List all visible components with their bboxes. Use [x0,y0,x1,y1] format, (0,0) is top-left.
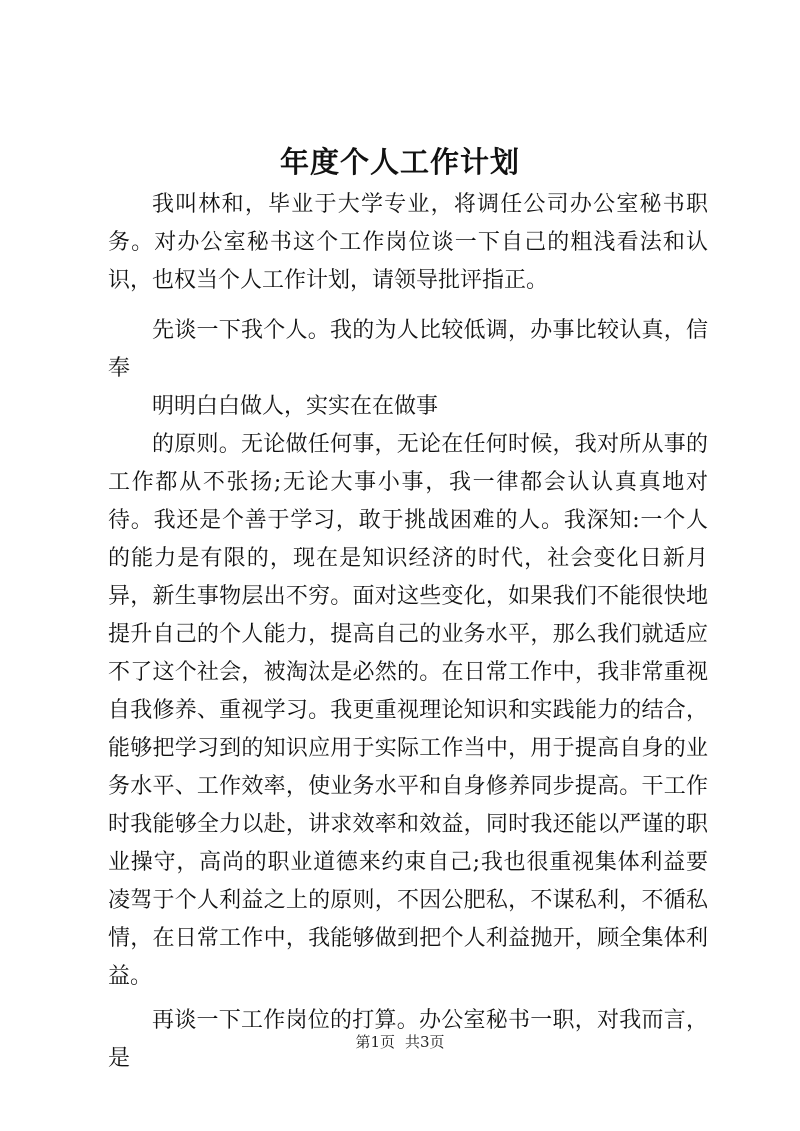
paragraph-principles: 的原则。无论做任何事，无论在任何时候，我对所从事的工作都从不张扬;无论大事小事，我一律都会认认真真地对待。我还是个善于学习，敢于挑战困难的人。我深知:一个人的能力是有限的，现在是知识经济的时代，社会变化日新月异，新生事物层出不穷。面对这些变化，如果我们不能很快地提升自己的个人能力，提高自己的业务水平，那么我们就适应不了这个社会，被淘汰是必然的。在日常工作中，我非常重视自我修养、重视学习。我更重视理论知识和实践能力的结合，能够把学习到的知识应用于实际工作当中，用于提高自身的业务水平、工作效率，使业务水平和自身修养同步提高。干工作时我能够全力以赴，讲求效率和效益，同时我还能以严谨的职业操守，高尚的职业道德来约束自己;我也很重视集体利益要凌驾于个人利益之上的原则，不因公肥私，不谋私利，不循私情，在日常工作中，我能够做到把个人利益抛开，顾全集体利益。 [108,432,708,989]
page-number: 第1页 [355,1033,395,1051]
document-body [108,186,708,1078]
paragraph-motto: 明明白白做人，实实在在做事 [152,394,439,419]
page-footer [0,1032,800,1052]
paragraph-personal: 先谈一下我个人。我的为人比较低调，办事比较认真，信奉 [108,318,708,381]
document-title: 年度个人工作计划 [279,145,520,179]
paragraph-intro: 我叫林和，毕业于大学专业，将调任公司办公室秘书职务。对办公室秘书这个工作岗位谈一下自己的粗浅看法和认识，也权当个人工作计划，请领导批评指正。 [108,192,708,293]
paragraph-position: 再谈一下工作岗位的打算。办公室秘书一职，对我而言，是 [108,1008,708,1071]
page-total: 共3页 [405,1033,445,1051]
